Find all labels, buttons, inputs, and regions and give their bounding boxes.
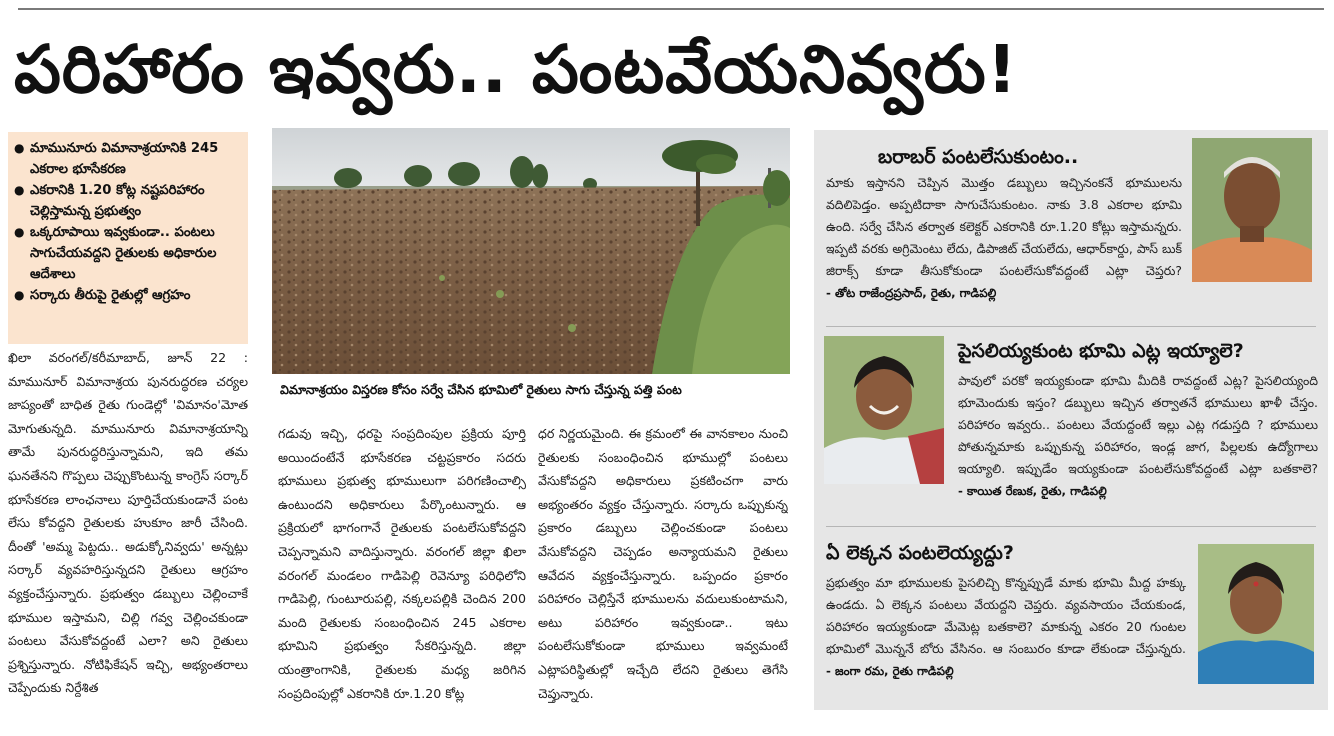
farmer-portrait [1198, 544, 1314, 684]
article-text: ఖిలా వరంగల్/కరీమాబాద్, జూన్ 22 : మామునూర్ విమానాశ్రయ పునరుద్ధరణ చర్యల జాప్యంతో బాధిత రైతు గుండెల్లో 'విమానం'మోత మోగుతున్నది. మామునూరు విమానాశ్రయాన్ని తామే పునరుద్ధరిస్తున్నామని, ఇది తమ ఘనతేనని గొప్పలు చెప్పుకొంటున్న కాంగ్రెస్ సర్కార్ భూసేకరణ లాంఛనాలు పూర్తిచేయకుండానే పంట లేసు కోవద్దని రైతులకు హుకూం జారీ చేసింది. దీంతో 'అమ్మ పెట్టదు.. అడుక్కోనివ్వదు' అన్నట్లు సర్కార్ వ్యవహరిస్తున్నదని రైతులు ఆగ్రహం వ్యక్తంచేస్తున్నారు. ప్రభుత్వం డబ్బులు చెల్లించాకే భూముల ఇస్తామని, చిల్లి గవ్వ చెల్లించకుండా పంటలు వేసుకోవద్దంటే ఎలా? అని రైతులు ప్రశ్నిస్తున్నారు. నోటిఫికేషన్ ఇచ్చి, అభ్యంతరాలు చెప్పేందుకు నిర్దేశిత [8, 350, 248, 696]
highlight-item: ● మామునూరు విమానాశ్రయానికి 245 ఎకరాల భూసేకరణ [14, 138, 242, 180]
quote-body: పావులో పరకో ఇయ్యకుండా భూమి మీదికి రావద్దంటే ఎట్ల? పైసలియ్యంది భూమెందుకు ఇస్తం? డబ్బులు ఇచ్చిన తర్వాతనే భూములు ఖాళీ చేస్తం. పరిహారం ఇవ్వరు.. పంటలు వేయద్దంటే ఇల్లు ఎట్ల గడుస్తది ? భూములు పోతున్నమాకు ఒప్పుకున్న పరిహారం, ఇండ్ల జాగ, పిల్లలకు ఉద్యోగాలు ఇయ్యాలి. ఇప్పుడేం ఇయ్యకుండా పంటలేసుకోవద్దంటే ఎట్లా బతకాలె? - కాయిత రేణుక, రైతు, గాడిపల్లి [958, 373, 1318, 498]
article-text: ధర నిర్ణయమైంది. ఈ క్రమంలో ఈ వానకాలం నుంచి రైతులకు సంబంధించిన భూముల్లో పంటలు వేసుకోవద్దని అధికారులు ప్రకటించగా వారు అభ్యంతరం వ్యక్తం చేస్తున్నారు. సర్కారు ఒప్పుకున్న ప్రకారం డబ్బులు చెల్లించకుండా పంటలు వేసుకోవద్దని చెప్పడం అన్యాయమని రైతులు ఆవేదన వ్యక్తంచేస్తున్నారు. ఒప్పందం ప్రకారం పరిహారం చెల్లిస్తేనే భూములను వదులుకుంటామని, అటు పరిహారం ఇవ్వకుండా.. ఇటు పంటలేసుకోకుండా భూములు ఇవ్వమంటే ఎట్లాపరిస్థితుల్లో ఇచ్చేది లేదని రైతులు తెగేసి చెప్తున్నారు. [538, 426, 788, 701]
field-photo-image [272, 128, 790, 374]
quote-title: ఏ లెక్కన పంటలెయ్యద్దు? [826, 542, 1014, 564]
quote-body: మాకు ఇస్తానని చెప్పిన మొత్తం డబ్బులు ఇచ్చినంకనే భూములను వదిలిపెడ్తం. అప్పటిదాకా సాగుచేసుకుంటం. నాకు 3.8 ఎకరాల భూమి ఉంది. సర్వే చేసిన తర్వాత కలెక్టర్ ఎకరానికి రూ.1.20 కోట్లు ఇస్తామన్నరు. ఇప్పటి వరకు అగ్రిమెంటు లేదు, డిపాజిట్ చేయలేదు, ఆధార్‌కార్డు, పాస్ బుక్ జిరాక్స్ కూడా తీసుకోకుండా పంటలేసుకోవద్దంటే ఎట్లా చెప్తరు? - తోట రాజేంద్రప్రసాద్, రైతు, గాడిపల్లి [826, 175, 1182, 300]
quote-card [814, 130, 1328, 326]
article-column-3 [538, 422, 788, 728]
quote-card [814, 528, 1328, 710]
quote-card [814, 328, 1328, 524]
farmer-portrait [824, 336, 944, 484]
article-column-1 [8, 346, 248, 730]
farmer-portrait [1192, 138, 1312, 282]
bullet-icon: ● [14, 288, 25, 302]
top-rule [18, 8, 1324, 10]
field-photo [272, 128, 790, 374]
portrait-image [1192, 138, 1312, 282]
highlight-item: ● ఒక్కరూపాయి ఇవ్వకుండా.. పంటలు సాగుచేయవద్దని రైతులకు అధికారుల ఆదేశాలు [14, 222, 242, 285]
quote-title: బరాబర్ పంటలేసుకుంటం.. [878, 146, 1079, 168]
highlights-box [8, 132, 248, 344]
headline: పరిహారం ఇవ్వరు.. పంటవేయనివ్వరు! [14, 31, 1018, 108]
portrait-image [824, 336, 944, 484]
divider [826, 526, 1316, 527]
quote-title: పైసలియ్యకుంట భూమి ఎట్ల ఇయ్యాలె? [958, 340, 1244, 362]
quote-source: - జంగా రమ, రైతు గాడిపల్లి [826, 664, 954, 678]
article-column-2 [278, 422, 526, 728]
quote-source: - కాయిత రేణుక, రైతు, గాడిపల్లి [958, 484, 1107, 498]
quote-body: ప్రభుత్వం మా భూములకు పైసలిచ్చి కొన్నప్పుడే మాకు భూమి మీద్ద హక్కు ఉండదు. ఏ లెక్కన పంటలు వేయద్దని చెప్తరు. వ్యవసాయం చేయకుండ, పరిహారం ఇయ్యకుండా మేమెట్ల బతకాలె? మాకున్న ఎకరం 20 గుంటల భూమిలో మొన్ననే బోరు వేసినం. ఆ సంబురం కూడా లేకుండా చేస్తున్నరు. - జంగా రమ, రైతు గాడిపల్లి [826, 575, 1186, 678]
portrait-image [1198, 544, 1314, 684]
highlight-item: ● సర్కారు తీరుపై రైతుల్లో ఆగ్రహం [14, 285, 242, 306]
bullet-icon: ● [14, 141, 25, 155]
photo-caption: విమానాశ్రయం విస్తరణ కోసం సర్వే చేసిన భూమిలో రైతులు సాగు చేస్తున్న పత్తి పంట [280, 382, 682, 397]
article-text: గడువు ఇచ్చి, ధరపై సంప్రదింపుల ప్రక్రియ పూర్తి అయిందంటేనే భూసేకరణ చట్టప్రకారం సదరు భూములు ప్రభుత్వ భూములుగా పరిగణించాల్సి ఉంటుందని అధికారులు పేర్కొంటున్నారు. ఆ ప్రక్రియలో భాగంగానే రైతులకు పంటలేసుకోవద్దని చెప్పన్నామని వాదిస్తున్నారు. వరంగల్ జిల్లా ఖిలా వరంగల్ మండలం గాడిపెల్లి రెవెన్యూ పరిధిలోని గాడిపెల్లి, గుంటూరుపల్లి, నక్కలపల్లికి చెందిన 200 మంది రైతులకు సంబంధించిన 245 ఎకరాల భూమిని ప్రభుత్వం సేకరిస్తున్నది. జిల్లా యంత్రాంగానికి, రైతులకు మధ్య జరిగిన సంప్రదింపుల్లో ఎకరానికి రూ.1.20 కోట్ల [278, 426, 526, 701]
quote-source: - తోట రాజేంద్రప్రసాద్, రైతు, గాడిపల్లి [826, 286, 997, 300]
highlight-item: ● ఎకరానికి 1.20 కోట్ల నష్టపరిహారం చెల్లిస్తామన్న ప్రభుత్వం [14, 180, 242, 222]
bullet-icon: ● [14, 183, 25, 197]
divider [826, 326, 1316, 327]
quotes-sidebar [814, 130, 1328, 710]
bullet-icon: ● [14, 225, 25, 239]
